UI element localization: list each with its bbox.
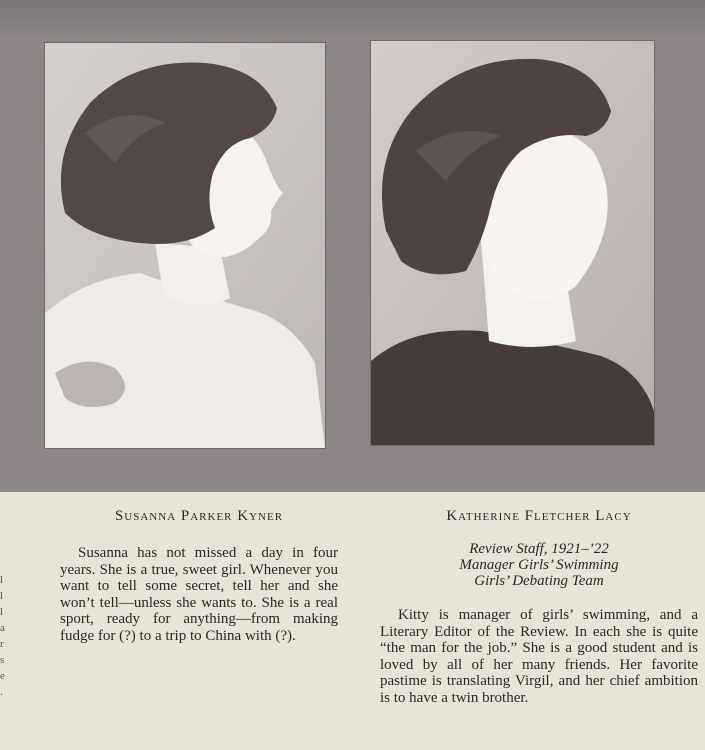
student-name: Katherine Fletcher Lacy bbox=[446, 508, 632, 524]
activity-item: Review Staff, 1921–’22 bbox=[469, 541, 609, 557]
student-entry-katherine bbox=[380, 508, 698, 706]
margin-text-fragments: l l l a r s e . bbox=[0, 574, 5, 698]
activities-list bbox=[380, 541, 698, 589]
portrait-photo-susanna-kyner bbox=[44, 42, 326, 449]
student-bio: Kitty is manager of girls’ swimming, and a Literary Editor of the Review. In each she is quite “the man for the job.” She is a good student and is loved by all of her many friends. Her favorite pastime is translating Virgil, and her chief ambition is to have a twin brother. bbox=[380, 607, 698, 706]
activity-item: Manager Girls’ Swimming bbox=[459, 557, 619, 573]
student-name: Susanna Parker Kyner bbox=[114, 508, 284, 524]
activity-item: Girls’ Debating Team bbox=[474, 573, 604, 589]
student-bio: Susanna has not missed a day in four years. She is a true, sweet girl. Whenever you want to tell some secret, tell her and she won’t tell—unless she wants to. She is a real sport, ready for anything—from making fudge for (?) to a trip to China with (?). bbox=[60, 545, 338, 644]
portrait-photo-katherine-lacy bbox=[370, 40, 655, 446]
student-entry-susanna bbox=[60, 508, 338, 644]
